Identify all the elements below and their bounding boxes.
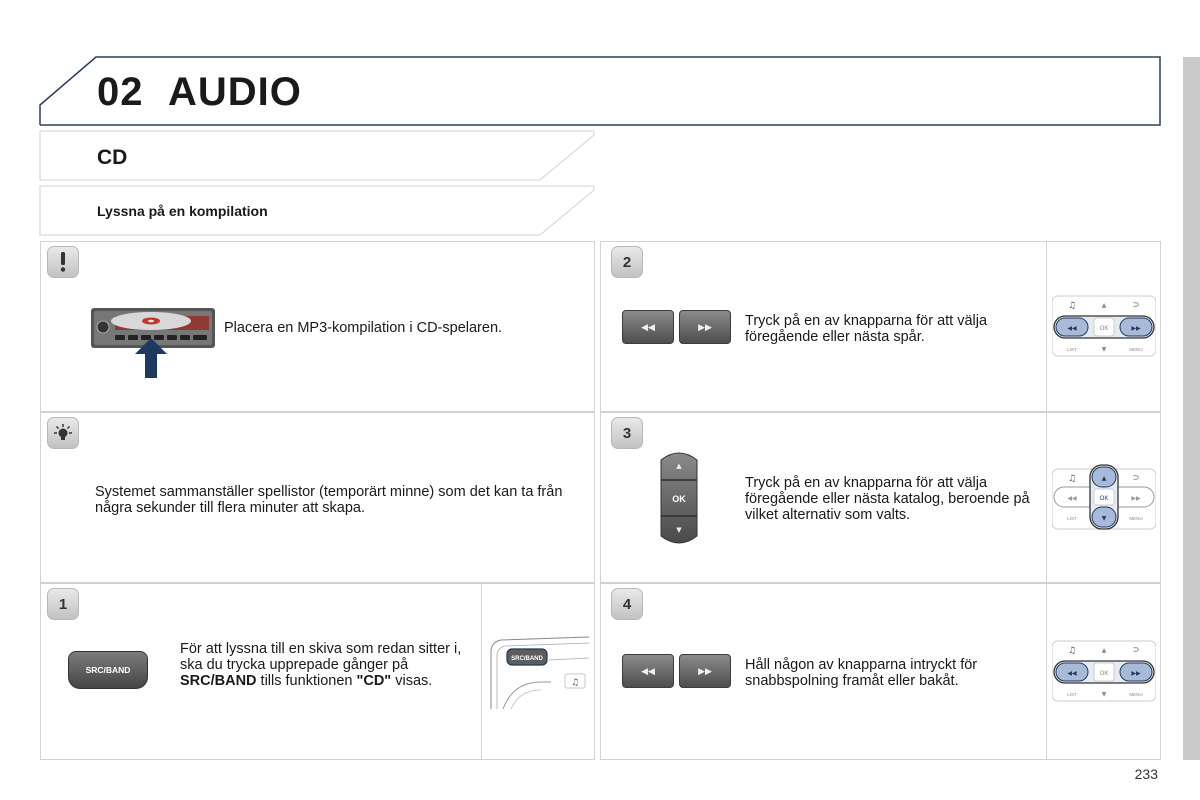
seek-forward-button-illustration: ▶▶ (679, 310, 731, 344)
steering-control-list-label: LIST (1067, 347, 1077, 352)
steering-control-list-label: LIST (1067, 516, 1077, 521)
step3-panel (600, 412, 1161, 583)
svg-text:♫: ♫ (570, 678, 580, 688)
chapter-side-tab (1183, 57, 1200, 760)
step1-divider (481, 584, 482, 759)
chapter-title: AUDIO (168, 70, 302, 114)
svg-text:▶▶: ▶▶ (1131, 325, 1141, 332)
step3-text: Tryck på en av knapparna för att välja föregående eller nästa katalog, beroende på vilket alternativ som valts. (745, 475, 1030, 523)
svg-text:▼: ▼ (1101, 691, 1107, 698)
steering-control-seek-highlight-illustration (1052, 294, 1156, 358)
radio-src-band-illustration (489, 634, 589, 709)
tip-text: Systemet sammanställer spellistor (temporärt minne) som det kan ta från några sekunder till flera minuter att skapa. (95, 484, 563, 516)
svg-text:⊃: ⊃ (1132, 473, 1140, 482)
step1-text (180, 641, 470, 689)
step3-number-badge: 3 (611, 417, 643, 449)
exclamation-icon (47, 246, 79, 278)
lightbulb-icon (47, 417, 79, 449)
svg-text:♫: ♫ (1067, 474, 1077, 484)
warning-panel (40, 241, 595, 412)
steering-control-menu-label: MENU (1129, 692, 1143, 697)
up-ok-down-buttons-illustration (657, 448, 701, 548)
step1-number-badge: 1 (47, 588, 79, 620)
svg-text:◀◀: ◀◀ (1067, 495, 1077, 502)
chapter-number: 02 (97, 70, 144, 114)
steering-control-ok-label: OK (1099, 326, 1109, 332)
svg-text:♫: ♫ (1067, 301, 1077, 311)
cd-player-illustration (91, 298, 216, 380)
page-number: 233 (1134, 766, 1158, 782)
seek-back-button-illustration: ◀◀ (622, 310, 674, 344)
steering-control-seek-highlight-illustration (1052, 639, 1156, 703)
step1-text-before: För att lyssna till en skiva som redan sitter i, ska du trycka upprepade gånger på (180, 641, 462, 673)
radio-src-band-label: SRC/BAND (511, 656, 543, 662)
svg-text:▼: ▼ (1101, 515, 1107, 522)
svg-text:▲: ▲ (676, 462, 682, 470)
svg-text:▶▶: ▶▶ (1131, 670, 1141, 677)
svg-text:⊃: ⊃ (1132, 645, 1140, 654)
section-title: CD (97, 146, 128, 169)
step1-text-bold2: "CD" (356, 673, 392, 689)
step4-divider (1046, 584, 1047, 759)
step4-panel (600, 583, 1161, 760)
svg-text:▼: ▼ (676, 526, 682, 534)
svg-text:⊃: ⊃ (1132, 300, 1140, 309)
svg-text:◀◀: ◀◀ (1067, 670, 1077, 677)
steering-control-updown-highlight-illustration (1052, 463, 1156, 535)
steering-control-ok-label: OK (1099, 496, 1109, 502)
ok-button-label: OK (672, 494, 686, 504)
svg-text:▼: ▼ (1101, 346, 1107, 353)
step2-divider (1046, 242, 1047, 411)
steering-control-menu-label: MENU (1129, 347, 1143, 352)
svg-text:▲: ▲ (1101, 475, 1107, 482)
svg-text:▲: ▲ (1101, 302, 1107, 309)
step2-number-badge: 2 (611, 246, 643, 278)
warning-text: Placera en MP3-kompilation i CD-spelaren. (224, 320, 503, 336)
seek-back-button-illustration: ◀◀ (622, 654, 674, 688)
step3-divider (1046, 413, 1047, 582)
svg-text:▶▶: ▶▶ (1131, 495, 1141, 502)
steering-control-menu-label: MENU (1129, 516, 1143, 521)
svg-text:▲: ▲ (1101, 647, 1107, 654)
step2-text: Tryck på en av knapparna för att välja föregående eller nästa spår. (745, 313, 988, 345)
step4-text: Håll någon av knapparna intryckt för snabbspolning framåt eller bakåt. (745, 657, 978, 689)
svg-text:◀◀: ◀◀ (1067, 325, 1077, 332)
tip-panel (40, 412, 595, 583)
step1-panel (40, 583, 595, 760)
svg-text:♫: ♫ (1067, 646, 1077, 656)
step1-text-after: visas. (391, 673, 433, 689)
step1-text-bold1: SRC/BAND (180, 673, 257, 689)
step2-panel (600, 241, 1161, 412)
src-band-button-illustration: SRC/BAND (68, 651, 148, 689)
steering-control-ok-label: OK (1099, 671, 1109, 677)
seek-forward-button-illustration: ▶▶ (679, 654, 731, 688)
steering-control-list-label: LIST (1067, 692, 1077, 697)
subsection-title: Lyssna på en kompilation (97, 203, 268, 219)
step1-text-middle: tills funktionen (256, 673, 357, 689)
step4-number-badge: 4 (611, 588, 643, 620)
